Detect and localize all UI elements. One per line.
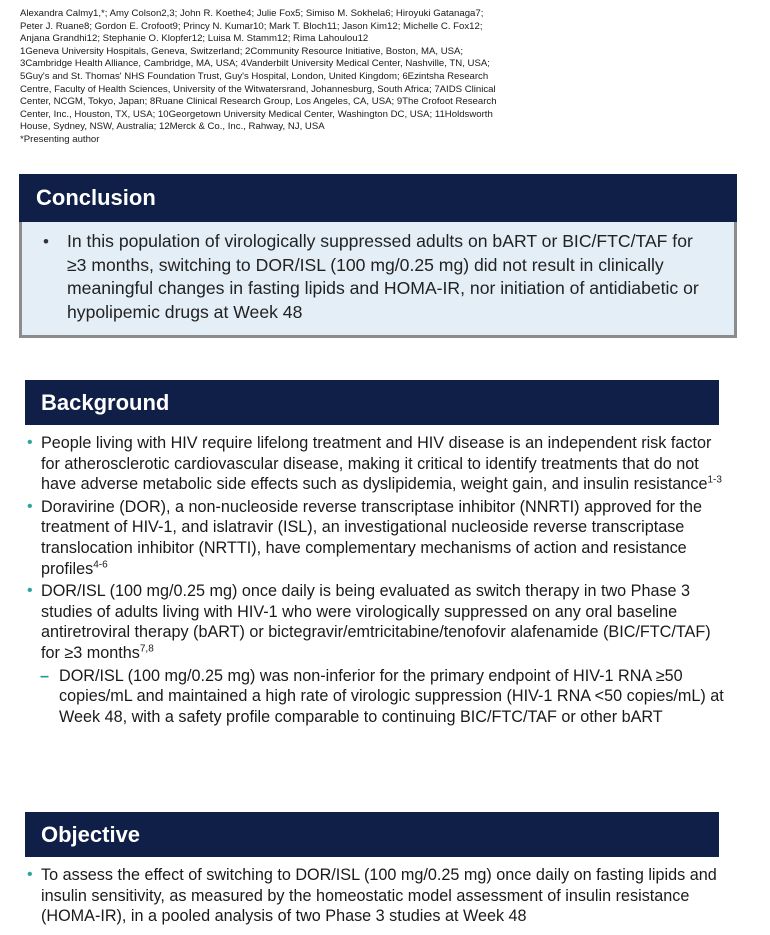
- conclusion-box: [19, 222, 737, 338]
- conclusion-text: In this population of virologically suppressed adults on bART or BIC/FTC/TAF for ≥3 months, switching to DOR/ISL (100 mg/0.25 mg) did not result in clinically meaningful changes in fasting lipids and HOMA-IR, nor initiation of antidiabetic or hypolipemic drugs at Week 48: [67, 231, 699, 322]
- affiliation-line: 1Geneva University Hospitals, Geneva, Switzerland; 2Community Resource Initiative, Boston, MA, USA;: [20, 45, 464, 57]
- sub-list-item-text: DOR/ISL (100 mg/0.25 mg) was non-inferior for the primary endpoint of HIV-1 RNA ≥50 copies/mL and maintained a high rate of virologic suppression (HIV-1 RNA <50 copies/mL) at Week 48, with a safety profile comparable to continuing BIC/FTC/TAF or other bART: [59, 666, 724, 726]
- list-item: [25, 497, 725, 579]
- citation-superscript: 7,8: [139, 643, 154, 655]
- sub-list-item: [25, 666, 725, 728]
- list-item-text: Doravirine (DOR), a non-nucleoside reverse transcriptase inhibitor (NNRTI) approved for the treatment of HIV-1, and islatravir (ISL), an investigational nucleoside reverse transcriptase translocation inhibitor (NRTTI), have complementary mechanisms of action and resistance profiles: [41, 497, 702, 578]
- citation-superscript: 1-3: [707, 474, 722, 486]
- list-item: [25, 433, 725, 495]
- conclusion-title: Conclusion: [36, 185, 156, 210]
- objective-text: To assess the effect of switching to DOR/ISL (100 mg/0.25 mg) once daily on fasting lipids and insulin sensitivity, as measured by the homeostatic model assessment of insulin resistance (HOMA-IR), in a pooled analysis of two Phase 3 studies at Week 48: [41, 866, 717, 926]
- affiliation-line: 3Cambridge Health Alliance, Cambridge, MA, USA; 4Vanderbilt University Medical Center, Nashville, TN, USA;: [20, 58, 490, 70]
- background-list: [25, 433, 725, 729]
- background-header: [25, 380, 719, 425]
- background-title: Background: [41, 389, 170, 415]
- bullet-marker: •: [43, 232, 49, 251]
- author-line: Anjana Grandhi12; Stephanie O. Klopfer12; Luisa M. Stamm12; Rima Lahoulou12: [20, 33, 369, 45]
- author-line: Peter J. Ruane8; Gordon E. Crofoot9; Princy N. Kumar10; Mark T. Bloch11; Jason Kim12; Michelle C. Fox12;: [20, 20, 483, 32]
- list-item: [25, 581, 725, 727]
- list-item-text: People living with HIV require lifelong treatment and HIV disease is an independent risk factor for atherosclerotic cardiovascular disease, making it critical to identify treatments that do not have adverse metabolic side effects such as dyslipidemia, weight gain, and insulin resistance: [41, 434, 712, 494]
- objective-header: [25, 812, 719, 857]
- bullet-marker: •: [27, 582, 33, 600]
- bullet-marker: •: [27, 434, 33, 451]
- author-line: Alexandra Calmy1,*; Amy Colson2,3; John R. Koethe4; Julie Fox5; Simiso M. Sokhela6; Hiroyuki Gatanaga7;: [20, 8, 484, 19]
- presenting-author-note: *Presenting author: [20, 133, 100, 145]
- affiliation-line: Centre, Faculty of Health Sciences, University of the Witwatersrand, Johannesburg, South Africa; 7AIDS Clinical: [20, 83, 496, 95]
- list-item-text: DOR/ISL (100 mg/0.25 mg) once daily is being evaluated as switch therapy in two Phase 3 studies of adults living with HIV-1 who were virologically suppressed on any oral baseline antiretroviral therapy (bART) or bictegravir/emtricitabine/tenofovir alafenamide (BIC/FTC/TAF) for ≥3 months: [41, 582, 711, 662]
- objective-title: Objective: [41, 821, 141, 847]
- affiliation-line: 5Guy's and St. Thomas' NHS Foundation Trust, Guy's Hospital, London, United Kingdom; 6Ezintsha Research: [20, 70, 489, 82]
- author-affiliations: [20, 8, 600, 147]
- dash-marker: –: [40, 666, 50, 685]
- list-item: [25, 865, 725, 927]
- citation-superscript: 4-6: [93, 559, 108, 571]
- affiliation-line: Center, Inc., Houston, TX, USA; 10Georgetown University Medical Center, Washington DC, USA; 11Holdsworth: [20, 108, 493, 120]
- affiliation-line: Center, NCGM, Tokyo, Japan; 8Ruane Clinical Research Group, Los Angeles, CA, USA; 9The Crofoot Research: [20, 96, 497, 108]
- bullet-marker: •: [27, 497, 33, 515]
- bullet-marker: •: [27, 866, 33, 883]
- objective-list: [25, 865, 725, 929]
- affiliation-line: House, Sydney, NSW, Australia; 12Merck & Co., Inc., Rahway, NJ, USA: [20, 121, 325, 133]
- conclusion-header: [19, 174, 737, 222]
